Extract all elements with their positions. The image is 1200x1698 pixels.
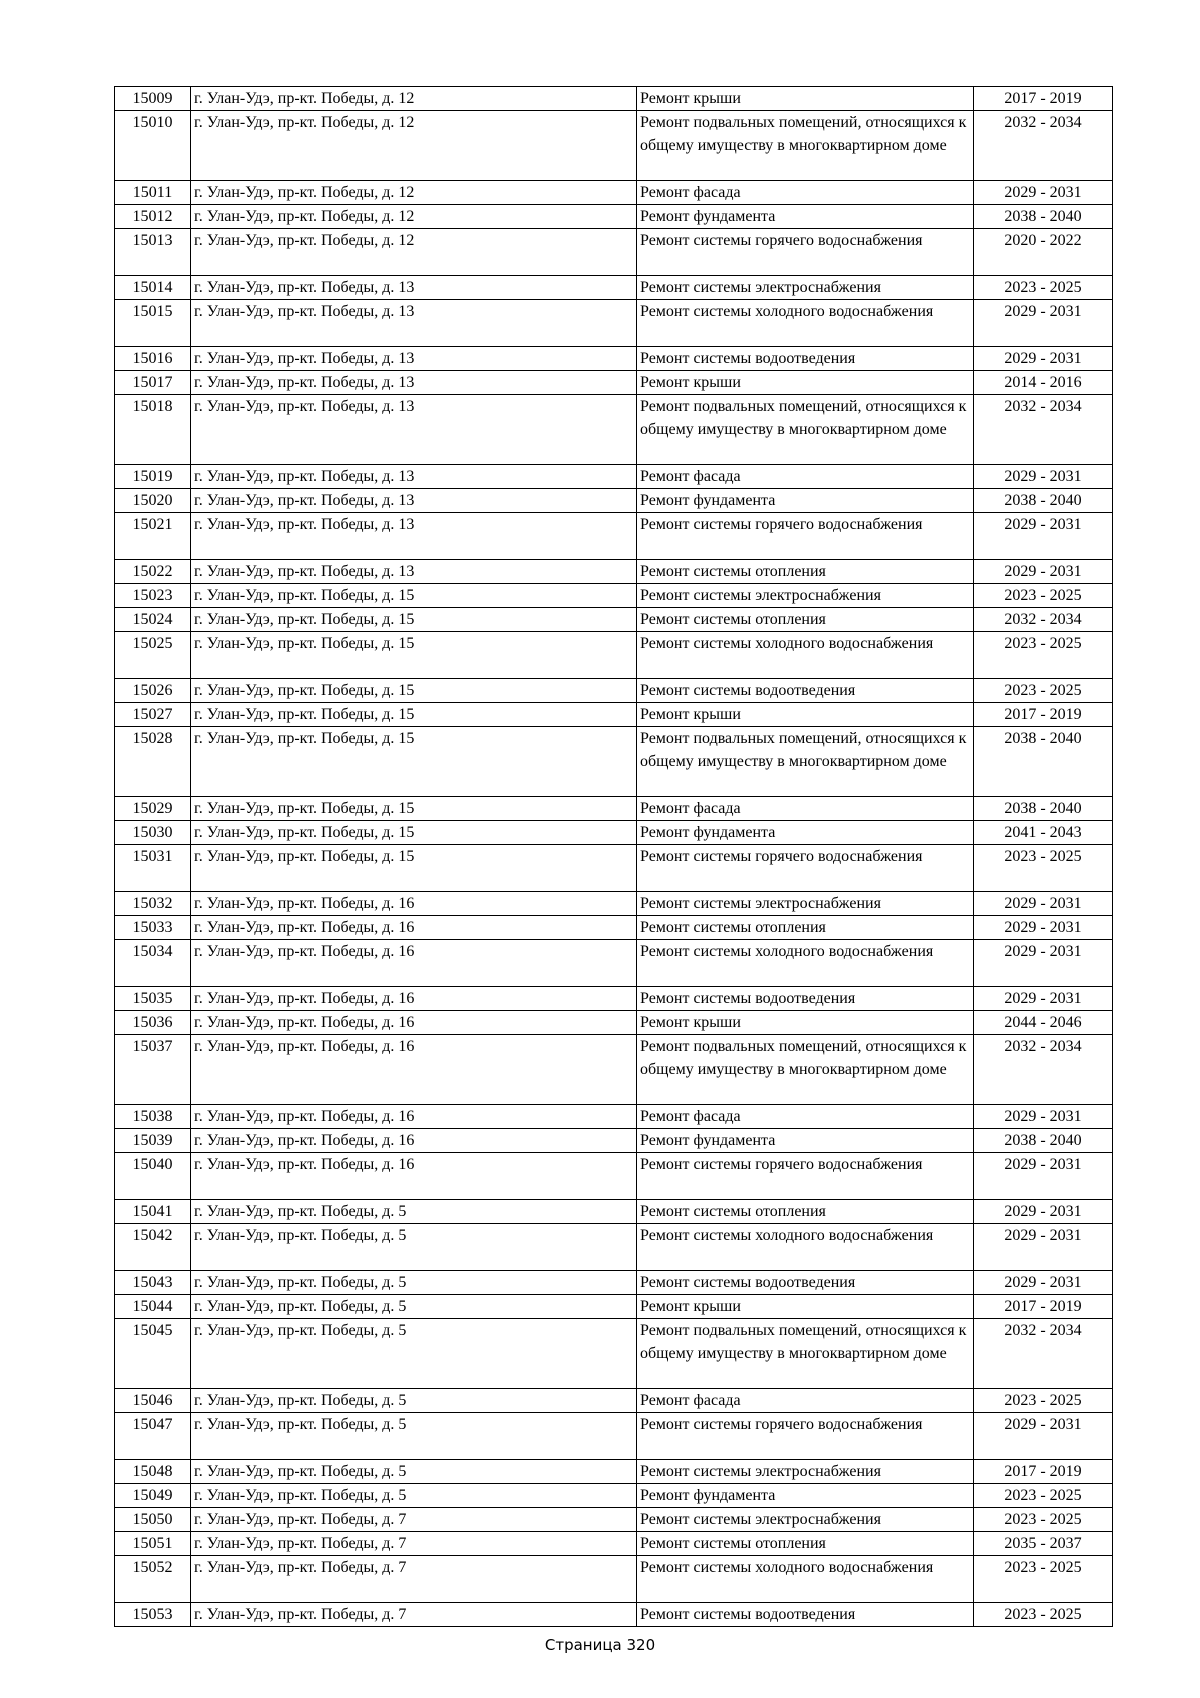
cell-period: 2035 - 2037 [974, 1532, 1113, 1556]
cell-id: 15009 [115, 87, 191, 111]
cell-address: г. Улан-Удэ, пр-кт. Победы, д. 13 [191, 276, 637, 300]
table-row [115, 584, 1113, 608]
table-row [115, 1389, 1113, 1413]
table-row [115, 276, 1113, 300]
cell-id: 15030 [115, 821, 191, 845]
cell-period: 2023 - 2025 [974, 276, 1113, 300]
cell-address: г. Улан-Удэ, пр-кт. Победы, д. 16 [191, 1035, 637, 1105]
cell-address: г. Улан-Удэ, пр-кт. Победы, д. 7 [191, 1556, 637, 1603]
cell-work-type: Ремонт системы холодного водоснабжения [637, 300, 974, 347]
cell-address: г. Улан-Удэ, пр-кт. Победы, д. 16 [191, 892, 637, 916]
cell-work-type: Ремонт системы электроснабжения [637, 584, 974, 608]
cell-id: 15018 [115, 395, 191, 465]
cell-id: 15021 [115, 513, 191, 560]
cell-id: 15047 [115, 1413, 191, 1460]
cell-period: 2023 - 2025 [974, 1556, 1113, 1603]
cell-work-type: Ремонт крыши [637, 1295, 974, 1319]
cell-id: 15041 [115, 1200, 191, 1224]
cell-period: 2029 - 2031 [974, 181, 1113, 205]
cell-period: 2032 - 2034 [974, 395, 1113, 465]
table-row [115, 1460, 1113, 1484]
cell-id: 15033 [115, 916, 191, 940]
cell-address: г. Улан-Удэ, пр-кт. Победы, д. 15 [191, 632, 637, 679]
cell-id: 15031 [115, 845, 191, 892]
cell-work-type: Ремонт крыши [637, 371, 974, 395]
cell-address: г. Улан-Удэ, пр-кт. Победы, д. 13 [191, 489, 637, 513]
table-row [115, 465, 1113, 489]
cell-id: 15028 [115, 727, 191, 797]
cell-address: г. Улан-Удэ, пр-кт. Победы, д. 12 [191, 111, 637, 181]
cell-address: г. Улан-Удэ, пр-кт. Победы, д. 16 [191, 1129, 637, 1153]
table-row [115, 347, 1113, 371]
cell-work-type: Ремонт системы водоотведения [637, 1271, 974, 1295]
table-row [115, 679, 1113, 703]
cell-period: 2029 - 2031 [974, 940, 1113, 987]
table-row [115, 1413, 1113, 1460]
cell-period: 2038 - 2040 [974, 727, 1113, 797]
cell-work-type: Ремонт системы отопления [637, 1200, 974, 1224]
cell-id: 15034 [115, 940, 191, 987]
cell-period: 2029 - 2031 [974, 892, 1113, 916]
page-number: Страница 320 [544, 1636, 656, 1654]
cell-address: г. Улан-Удэ, пр-кт. Победы, д. 15 [191, 584, 637, 608]
cell-period: 2038 - 2040 [974, 489, 1113, 513]
cell-period: 2041 - 2043 [974, 821, 1113, 845]
cell-work-type: Ремонт системы водоотведения [637, 1603, 974, 1627]
cell-address: г. Улан-Удэ, пр-кт. Победы, д. 15 [191, 845, 637, 892]
cell-address: г. Улан-Удэ, пр-кт. Победы, д. 5 [191, 1319, 637, 1389]
cell-address: г. Улан-Удэ, пр-кт. Победы, д. 15 [191, 797, 637, 821]
cell-id: 15017 [115, 371, 191, 395]
cell-period: 2029 - 2031 [974, 347, 1113, 371]
cell-id: 15039 [115, 1129, 191, 1153]
cell-address: г. Улан-Удэ, пр-кт. Победы, д. 5 [191, 1389, 637, 1413]
cell-period: 2044 - 2046 [974, 1011, 1113, 1035]
cell-period: 2023 - 2025 [974, 679, 1113, 703]
cell-id: 15051 [115, 1532, 191, 1556]
table-row [115, 845, 1113, 892]
cell-id: 15043 [115, 1271, 191, 1295]
cell-work-type: Ремонт системы холодного водоснабжения [637, 940, 974, 987]
table-row [115, 395, 1113, 465]
cell-work-type: Ремонт системы холодного водоснабжения [637, 632, 974, 679]
cell-period: 2029 - 2031 [974, 1271, 1113, 1295]
table-row [115, 632, 1113, 679]
cell-work-type: Ремонт системы отопления [637, 916, 974, 940]
cell-id: 15037 [115, 1035, 191, 1105]
cell-period: 2017 - 2019 [974, 1460, 1113, 1484]
cell-work-type: Ремонт системы холодного водоснабжения [637, 1224, 974, 1271]
table-row [115, 111, 1113, 181]
cell-id: 15012 [115, 205, 191, 229]
cell-work-type: Ремонт крыши [637, 1011, 974, 1035]
table-row [115, 1484, 1113, 1508]
cell-period: 2017 - 2019 [974, 87, 1113, 111]
cell-work-type: Ремонт системы холодного водоснабжения [637, 1556, 974, 1603]
cell-id: 15049 [115, 1484, 191, 1508]
cell-address: г. Улан-Удэ, пр-кт. Победы, д. 13 [191, 395, 637, 465]
table-row [115, 1319, 1113, 1389]
cell-period: 2020 - 2022 [974, 229, 1113, 276]
cell-address: г. Улан-Удэ, пр-кт. Победы, д. 13 [191, 513, 637, 560]
cell-address: г. Улан-Удэ, пр-кт. Победы, д. 16 [191, 940, 637, 987]
cell-work-type: Ремонт фасада [637, 1105, 974, 1129]
table-row [115, 1271, 1113, 1295]
cell-id: 15010 [115, 111, 191, 181]
cell-address: г. Улан-Удэ, пр-кт. Победы, д. 7 [191, 1508, 637, 1532]
repair-schedule-table-wrap [114, 86, 1112, 1627]
cell-address: г. Улан-Удэ, пр-кт. Победы, д. 16 [191, 1153, 637, 1200]
table-row [115, 1556, 1113, 1603]
cell-work-type: Ремонт фундамента [637, 489, 974, 513]
cell-period: 2017 - 2019 [974, 1295, 1113, 1319]
cell-period: 2038 - 2040 [974, 1129, 1113, 1153]
table-row [115, 300, 1113, 347]
table-row [115, 560, 1113, 584]
cell-work-type: Ремонт системы электроснабжения [637, 1460, 974, 1484]
table-row [115, 727, 1113, 797]
table-row [115, 608, 1113, 632]
cell-period: 2023 - 2025 [974, 845, 1113, 892]
cell-address: г. Улан-Удэ, пр-кт. Победы, д. 13 [191, 347, 637, 371]
cell-address: г. Улан-Удэ, пр-кт. Победы, д. 5 [191, 1413, 637, 1460]
table-row [115, 87, 1113, 111]
table-row [115, 1508, 1113, 1532]
cell-period: 2023 - 2025 [974, 1484, 1113, 1508]
cell-work-type: Ремонт системы электроснабжения [637, 892, 974, 916]
table-row [115, 489, 1113, 513]
cell-id: 15046 [115, 1389, 191, 1413]
cell-id: 15038 [115, 1105, 191, 1129]
cell-work-type: Ремонт фундамента [637, 1129, 974, 1153]
cell-id: 15022 [115, 560, 191, 584]
table-row [115, 940, 1113, 987]
cell-id: 15014 [115, 276, 191, 300]
table-row [115, 1603, 1113, 1627]
cell-address: г. Улан-Удэ, пр-кт. Победы, д. 15 [191, 821, 637, 845]
cell-work-type: Ремонт подвальных помещений, относящихся к общему имуществу в многоквартирном доме [637, 395, 974, 465]
cell-period: 2032 - 2034 [974, 608, 1113, 632]
cell-period: 2017 - 2019 [974, 703, 1113, 727]
cell-id: 15029 [115, 797, 191, 821]
cell-work-type: Ремонт системы горячего водоснабжения [637, 845, 974, 892]
cell-id: 15036 [115, 1011, 191, 1035]
cell-address: г. Улан-Удэ, пр-кт. Победы, д. 5 [191, 1200, 637, 1224]
table-row [115, 916, 1113, 940]
cell-work-type: Ремонт подвальных помещений, относящихся к общему имуществу в многоквартирном доме [637, 1319, 974, 1389]
cell-period: 2032 - 2034 [974, 111, 1113, 181]
cell-work-type: Ремонт системы водоотведения [637, 347, 974, 371]
cell-id: 15048 [115, 1460, 191, 1484]
cell-address: г. Улан-Удэ, пр-кт. Победы, д. 7 [191, 1603, 637, 1627]
cell-work-type: Ремонт системы электроснабжения [637, 1508, 974, 1532]
cell-id: 15025 [115, 632, 191, 679]
table-row [115, 703, 1113, 727]
cell-id: 15044 [115, 1295, 191, 1319]
cell-id: 15016 [115, 347, 191, 371]
cell-period: 2029 - 2031 [974, 987, 1113, 1011]
cell-period: 2029 - 2031 [974, 1153, 1113, 1200]
table-row [115, 892, 1113, 916]
cell-address: г. Улан-Удэ, пр-кт. Победы, д. 15 [191, 727, 637, 797]
cell-work-type: Ремонт системы горячего водоснабжения [637, 513, 974, 560]
cell-period: 2029 - 2031 [974, 465, 1113, 489]
table-row [115, 1011, 1113, 1035]
cell-work-type: Ремонт системы электроснабжения [637, 276, 974, 300]
cell-period: 2038 - 2040 [974, 205, 1113, 229]
cell-id: 15027 [115, 703, 191, 727]
repair-schedule-table [114, 86, 1113, 1627]
cell-work-type: Ремонт фундамента [637, 205, 974, 229]
cell-work-type: Ремонт системы отопления [637, 560, 974, 584]
cell-period: 2029 - 2031 [974, 300, 1113, 347]
cell-address: г. Улан-Удэ, пр-кт. Победы, д. 16 [191, 987, 637, 1011]
cell-work-type: Ремонт подвальных помещений, относящихся к общему имуществу в многоквартирном доме [637, 727, 974, 797]
table-row [115, 1153, 1113, 1200]
table-row [115, 1295, 1113, 1319]
cell-address: г. Улан-Удэ, пр-кт. Победы, д. 13 [191, 300, 637, 347]
table-row [115, 513, 1113, 560]
cell-work-type: Ремонт подвальных помещений, относящихся к общему имуществу в многоквартирном доме [637, 111, 974, 181]
cell-id: 15019 [115, 465, 191, 489]
cell-work-type: Ремонт фасада [637, 465, 974, 489]
cell-period: 2023 - 2025 [974, 1508, 1113, 1532]
cell-work-type: Ремонт системы горячего водоснабжения [637, 1153, 974, 1200]
cell-work-type: Ремонт системы водоотведения [637, 987, 974, 1011]
table-row [115, 1105, 1113, 1129]
cell-address: г. Улан-Удэ, пр-кт. Победы, д. 7 [191, 1532, 637, 1556]
cell-address: г. Улан-Удэ, пр-кт. Победы, д. 5 [191, 1271, 637, 1295]
cell-id: 15011 [115, 181, 191, 205]
table-row [115, 1129, 1113, 1153]
cell-id: 15013 [115, 229, 191, 276]
cell-address: г. Улан-Удэ, пр-кт. Победы, д. 16 [191, 916, 637, 940]
cell-address: г. Улан-Удэ, пр-кт. Победы, д. 15 [191, 608, 637, 632]
cell-period: 2014 - 2016 [974, 371, 1113, 395]
cell-address: г. Улан-Удэ, пр-кт. Победы, д. 13 [191, 371, 637, 395]
cell-address: г. Улан-Удэ, пр-кт. Победы, д. 5 [191, 1224, 637, 1271]
cell-period: 2032 - 2034 [974, 1319, 1113, 1389]
cell-address: г. Улан-Удэ, пр-кт. Победы, д. 5 [191, 1295, 637, 1319]
cell-address: г. Улан-Удэ, пр-кт. Победы, д. 15 [191, 703, 637, 727]
cell-id: 15035 [115, 987, 191, 1011]
cell-work-type: Ремонт системы отопления [637, 1532, 974, 1556]
cell-period: 2029 - 2031 [974, 513, 1113, 560]
cell-id: 15015 [115, 300, 191, 347]
table-row [115, 229, 1113, 276]
table-row [115, 987, 1113, 1011]
cell-address: г. Улан-Удэ, пр-кт. Победы, д. 15 [191, 679, 637, 703]
table-row [115, 821, 1113, 845]
cell-id: 15020 [115, 489, 191, 513]
cell-period: 2029 - 2031 [974, 916, 1113, 940]
table-row [115, 1532, 1113, 1556]
cell-id: 15024 [115, 608, 191, 632]
cell-period: 2023 - 2025 [974, 584, 1113, 608]
cell-period: 2023 - 2025 [974, 632, 1113, 679]
table-row [115, 1200, 1113, 1224]
cell-work-type: Ремонт системы водоотведения [637, 679, 974, 703]
cell-work-type: Ремонт фасада [637, 1389, 974, 1413]
cell-id: 15023 [115, 584, 191, 608]
cell-work-type: Ремонт подвальных помещений, относящихся к общему имуществу в многоквартирном доме [637, 1035, 974, 1105]
cell-work-type: Ремонт системы горячего водоснабжения [637, 1413, 974, 1460]
cell-id: 15032 [115, 892, 191, 916]
cell-work-type: Ремонт фундамента [637, 821, 974, 845]
cell-address: г. Улан-Удэ, пр-кт. Победы, д. 13 [191, 465, 637, 489]
cell-period: 2029 - 2031 [974, 1105, 1113, 1129]
cell-address: г. Улан-Удэ, пр-кт. Победы, д. 12 [191, 87, 637, 111]
table-row [115, 1224, 1113, 1271]
cell-id: 15040 [115, 1153, 191, 1200]
cell-work-type: Ремонт системы отопления [637, 608, 974, 632]
cell-work-type: Ремонт фундамента [637, 1484, 974, 1508]
cell-period: 2029 - 2031 [974, 1413, 1113, 1460]
table-row [115, 181, 1113, 205]
cell-work-type: Ремонт крыши [637, 703, 974, 727]
cell-address: г. Улан-Удэ, пр-кт. Победы, д. 5 [191, 1460, 637, 1484]
cell-id: 15026 [115, 679, 191, 703]
cell-id: 15052 [115, 1556, 191, 1603]
cell-period: 2023 - 2025 [974, 1389, 1113, 1413]
cell-id: 15045 [115, 1319, 191, 1389]
cell-address: г. Улан-Удэ, пр-кт. Победы, д. 16 [191, 1105, 637, 1129]
cell-id: 15042 [115, 1224, 191, 1271]
cell-period: 2023 - 2025 [974, 1603, 1113, 1627]
table-row [115, 1035, 1113, 1105]
cell-work-type: Ремонт системы горячего водоснабжения [637, 229, 974, 276]
cell-period: 2029 - 2031 [974, 1224, 1113, 1271]
table-row [115, 205, 1113, 229]
cell-address: г. Улан-Удэ, пр-кт. Победы, д. 13 [191, 560, 637, 584]
table-body [115, 87, 1113, 1627]
table-row [115, 371, 1113, 395]
cell-work-type: Ремонт крыши [637, 87, 974, 111]
cell-work-type: Ремонт фасада [637, 797, 974, 821]
cell-address: г. Улан-Удэ, пр-кт. Победы, д. 12 [191, 229, 637, 276]
cell-address: г. Улан-Удэ, пр-кт. Победы, д. 5 [191, 1484, 637, 1508]
table-row [115, 797, 1113, 821]
cell-period: 2029 - 2031 [974, 560, 1113, 584]
cell-id: 15053 [115, 1603, 191, 1627]
cell-period: 2029 - 2031 [974, 1200, 1113, 1224]
cell-id: 15050 [115, 1508, 191, 1532]
cell-work-type: Ремонт фасада [637, 181, 974, 205]
cell-period: 2032 - 2034 [974, 1035, 1113, 1105]
cell-address: г. Улан-Удэ, пр-кт. Победы, д. 12 [191, 205, 637, 229]
cell-period: 2038 - 2040 [974, 797, 1113, 821]
cell-address: г. Улан-Удэ, пр-кт. Победы, д. 12 [191, 181, 637, 205]
cell-address: г. Улан-Удэ, пр-кт. Победы, д. 16 [191, 1011, 637, 1035]
